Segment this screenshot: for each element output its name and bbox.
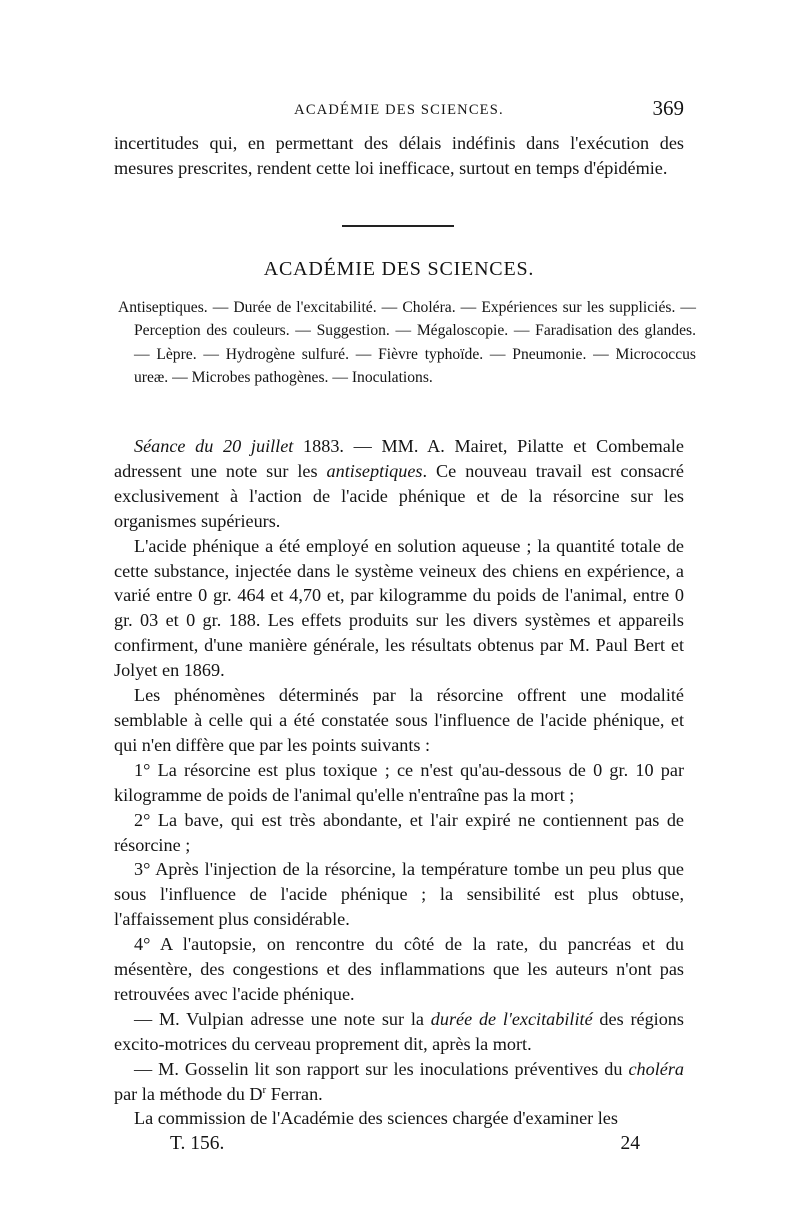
paragraph-resorcine: Les phénomènes déterminés par la résorcine offrent une modalité semblable à celle qui a été constatée sous l'influence de l'acide phénique, et qui n'en diffère que par les points suivants : [114, 685, 684, 755]
term-excitabilite: durée de l'excitabilité [430, 1008, 593, 1029]
paragraph-text: — M. Gosselin lit son rapport sur les inoculations préventives du [134, 1058, 629, 1079]
continuation-block [114, 131, 684, 181]
superscript: r [262, 1083, 267, 1096]
term-cholera: choléra [628, 1058, 684, 1079]
paragraph-text: . Ce nouveau travail est consacré exclusivement à l'action de l'acide phénique et de la résorcine sur les organismes supérieurs. [114, 460, 684, 531]
list-item-1: 1° La résorcine est plus toxique ; ce n'est qu'au-dessous de 0 gr. 10 par kilogramme de poids de l'animal qu'elle n'entraîne pas la mort ; [114, 759, 684, 805]
paragraph-text: des régions excito-motrices du cerveau proprement dit, après la mort. [114, 1008, 684, 1054]
term-antiseptiques: antiseptiques [326, 460, 423, 481]
section-rule [342, 225, 454, 227]
paragraph-seance [114, 434, 684, 534]
paragraph-text: Ferran. [266, 1083, 323, 1104]
tome-label: T. 156. [170, 1133, 225, 1154]
list-item-4: 4° A l'autopsie, on rencontre du côté de la rate, du pancréas et du mésentère, des congestions et des inflammations que les auteurs n'ont pas retrouvées avec l'acide phénique. [114, 934, 684, 1004]
body-text [114, 434, 684, 1131]
running-title: ACADÉMIE DES SCIENCES. [294, 102, 504, 118]
continuation-paragraph: incertitudes qui, en permettant des délais indéfinis dans l'exécution des mesures prescrites, rendent cette loi inefficace, surtout en temps d'épidémie. [114, 133, 684, 178]
paragraph-vulpian [114, 1007, 684, 1057]
list-item-3: 3° Après l'injection de la résorcine, la température tombe un peu plus que sous l'influence de l'acide phénique ; la sensibilité est plus obtuse, l'affaissement plus considérable. [114, 859, 684, 930]
page-footer [170, 1133, 640, 1159]
paragraph-commission: La commission de l'Académie des sciences chargée d'examiner les [134, 1108, 618, 1129]
signature-mark: 24 [620, 1133, 640, 1154]
paragraph-acide-phenique: L'acide phénique a été employé en solution aqueuse ; la quantité totale de cette substance, injectée dans le système veineux des chiens en expérience, a varié entre 0 gr. 464 et 4,70 et, par kilogramme du poids de l'animal, entre 0 gr. 03 et 0 gr. 188. Les effets produits sur les divers systèmes et appareils confirment, d'une manière générale, les résultats obtenus par M. Paul Bert et Jolyet en 1869. [114, 535, 684, 681]
paragraph-text: par la méthode du D [114, 1083, 263, 1104]
seance-date: Séance du 20 juillet [134, 436, 294, 456]
section-summary: Antiseptiques. — Durée de l'excitabilité. — Choléra. — Expériences sur les suppliciés. — Perception des couleurs. — Suggestion. — Mégaloscopie. — Faradisation des glandes. — Lèpre. — Hydrogène sulfuré. — Fièvre typhoïde. — Pneumonie. — Micrococcus ureæ. — Microbes pathogènes. — Inoculations. [118, 299, 696, 387]
paragraph-text: — M. Vulpian adresse une note sur la [134, 1008, 431, 1029]
list-item-2: 2° La bave, qui est très abondante, et l'air expiré ne contiennent pas de résorcine ; [114, 809, 684, 855]
paragraph-text: 1883. — MM. A. Mairet, Pilatte et Combemale adressent une note sur les [114, 436, 684, 481]
running-head [114, 96, 684, 122]
section-heading: ACADÉMIE DES SCIENCES. [263, 258, 535, 280]
page-number: 369 [652, 96, 684, 120]
paragraph-gosselin [114, 1057, 684, 1107]
